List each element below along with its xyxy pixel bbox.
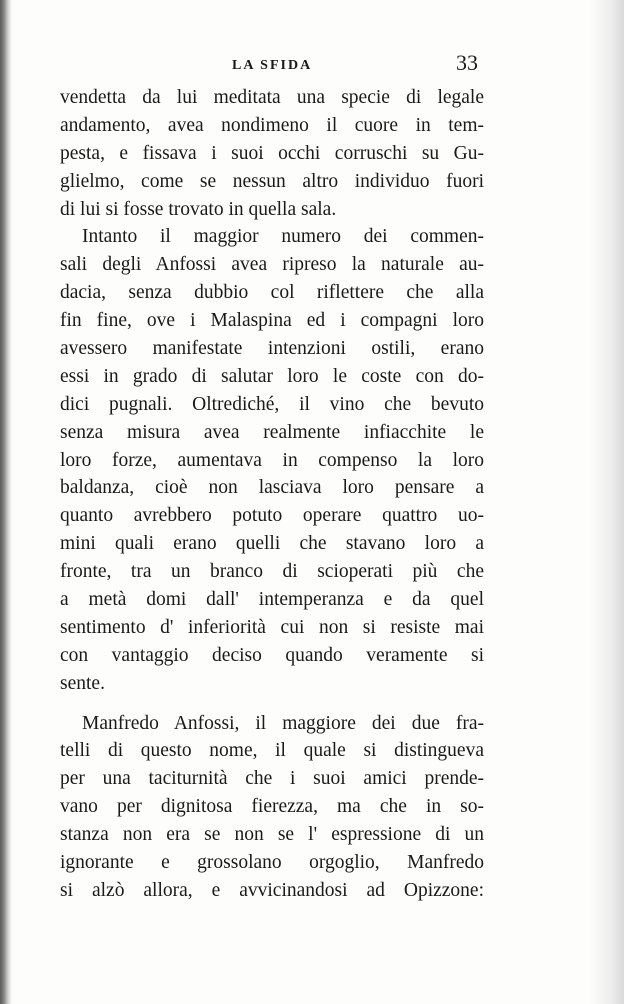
text-line: fin fine, ove i Malaspina ed i compagni loro: [60, 310, 484, 332]
text-line: ignorante e grossolano orgoglio, Manfredo: [60, 852, 484, 874]
text-line: Manfredo Anfossi, il maggiore dei due fra-: [82, 712, 484, 734]
binding-shadow: [0, 0, 12, 1004]
text-line: telli di questo nome, il quale si distingueva: [60, 740, 484, 762]
text-line: mini quali erano quelli che stavano loro a: [60, 533, 484, 555]
text-line: di lui si fosse trovato in quella sala.: [60, 198, 337, 220]
running-title: LA SFIDA: [232, 58, 313, 73]
text-line: dici pugnali. Oltrediché, il vino che bevuto: [60, 393, 484, 415]
text-line: si alzò allora, e avvicinandosi ad Opizzone:: [60, 879, 484, 901]
text-line: sali degli Anfossi avea ripreso la naturale au-: [60, 254, 484, 276]
text-line: vano per dignitosa fierezza, ma che in so-: [60, 796, 484, 818]
text-line: fronte, tra un branco di scioperati più che: [60, 561, 484, 583]
page-number: 33: [456, 50, 478, 75]
text-line: baldanza, cioè non lasciava loro pensare a: [60, 477, 484, 499]
text-line: avessero manifestate intenzioni ostili, erano: [60, 338, 484, 360]
text-line: dacia, senza dubbio col riflettere che alla: [60, 282, 484, 304]
text-line: glielmo, come se nessun altro individuo fuori: [60, 170, 484, 192]
text-line: per una taciturnità che i suoi amici prende-: [60, 768, 484, 790]
text-line: Intanto il maggior numero dei commen-: [82, 226, 484, 248]
text-line: quanto avrebbero potuto operare quattro uo-: [60, 505, 484, 527]
text-line: senza misura avea realmente infiacchite le: [60, 421, 484, 443]
text-line: vendetta da lui meditata una specie di legale: [60, 87, 484, 108]
page-edge-shadow: [590, 0, 624, 1004]
paragraph-gap: [60, 698, 484, 710]
text-line: sente.: [60, 672, 105, 694]
text-line: con vantaggio deciso quando veramente si: [60, 644, 484, 666]
body-text: [60, 84, 484, 905]
text-line: a metà domi dall' intemperanza e da quel: [60, 589, 484, 611]
text-line: pesta, e fissava i suoi occhi corruschi su Gu-: [60, 142, 484, 164]
text-line: stanza non era se non se l' espressione di un: [60, 824, 484, 846]
text-line: essi in grado di salutar loro le coste con do-: [60, 365, 484, 387]
text-line: loro forze, aumentava in compenso la loro: [60, 449, 484, 471]
text-line: andamento, avea nondimeno il cuore in tem-: [60, 114, 484, 136]
text-line: sentimento d' inferiorità cui non si resiste mai: [60, 616, 484, 638]
